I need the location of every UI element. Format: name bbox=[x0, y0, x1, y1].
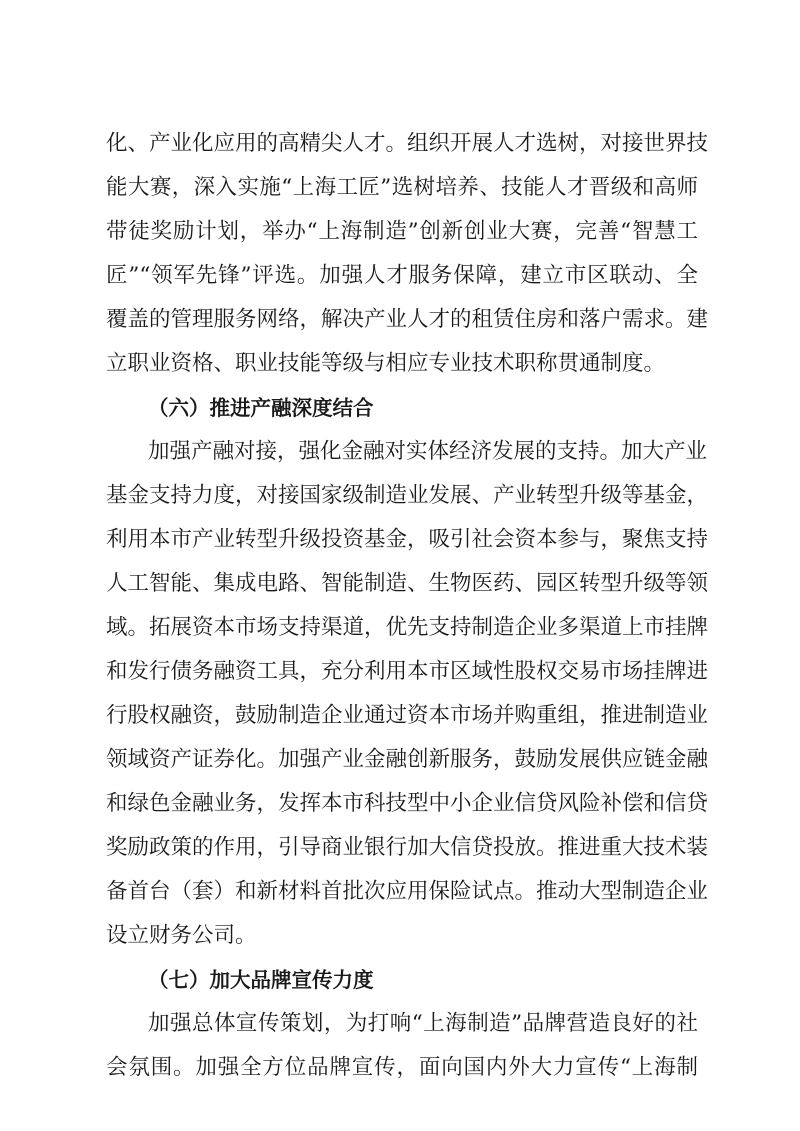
paragraph-first-line: 加强总体宣传策划，为打响“上海制造”品牌营造良好的社 bbox=[148, 1011, 698, 1036]
body-text-line: 和发行债务融资工具，充分利用本市区域性股权交易市场挂牌进 bbox=[106, 659, 709, 684]
body-text-line: 能大赛，深入实施“上海工匠”选树培养、技能人才晋级和高师 bbox=[106, 175, 698, 200]
body-text-line: 带徒奖励计划，举办“上海制造”创新创业大赛，完善“智慧工 bbox=[106, 219, 698, 244]
body-text-line: 化、产业化应用的高精尖人才。组织开展人才选树，对接世界技 bbox=[106, 131, 709, 156]
body-text-line: 设立财务公司。 bbox=[106, 923, 257, 948]
body-text-line: 奖励政策的作用，引导商业银行加大信贷投放。推进重大技术装 bbox=[106, 835, 709, 860]
body-text-line: 利用本市产业转型升级投资基金，吸引社会资本参与，聚焦支持 bbox=[106, 527, 709, 552]
paragraph-first-line: 加强产融对接，强化金融对实体经济发展的支持。加大产业 bbox=[148, 439, 708, 464]
body-text-line: 人工智能、集成电路、智能制造、生物医药、园区转型升级等领 bbox=[106, 571, 709, 596]
body-text-line: 基金支持力度，对接国家级制造业发展、产业转型升级等基金， bbox=[106, 483, 709, 508]
body-text-line: 覆盖的管理服务网络，解决产业人才的租赁住房和落户需求。建 bbox=[106, 307, 709, 332]
body-text-line: 域。拓展资本市场支持渠道，优先支持制造企业多渠道上市挂牌 bbox=[106, 615, 709, 640]
body-text-line: 行股权融资，鼓励制造企业通过资本市场并购重组，推进制造业 bbox=[106, 703, 709, 728]
body-text-line: 匠”“领军先锋”评选。加强人才服务保障，建立市区联动、全 bbox=[106, 263, 698, 288]
body-text-line: 立职业资格、职业技能等级与相应专业技术职称贯通制度。 bbox=[106, 351, 666, 376]
section-heading-6: （六）推进产融深度结合 bbox=[148, 396, 374, 420]
body-text-line: 会氛围。加强全方位品牌宣传，面向国内外大力宣传“上海制 bbox=[106, 1055, 698, 1080]
body-text-line: 备首台（套）和新材料首批次应用保险试点。推动大型制造企业 bbox=[106, 879, 709, 904]
body-text-line: 和绿色金融业务，发挥本市科技型中小企业信贷风险补偿和信贷 bbox=[106, 791, 709, 816]
section-heading-7: （七）加大品牌宣传力度 bbox=[148, 968, 374, 992]
body-text-line: 领域资产证券化。加强产业金融创新服务，鼓励发展供应链金融 bbox=[106, 747, 709, 772]
